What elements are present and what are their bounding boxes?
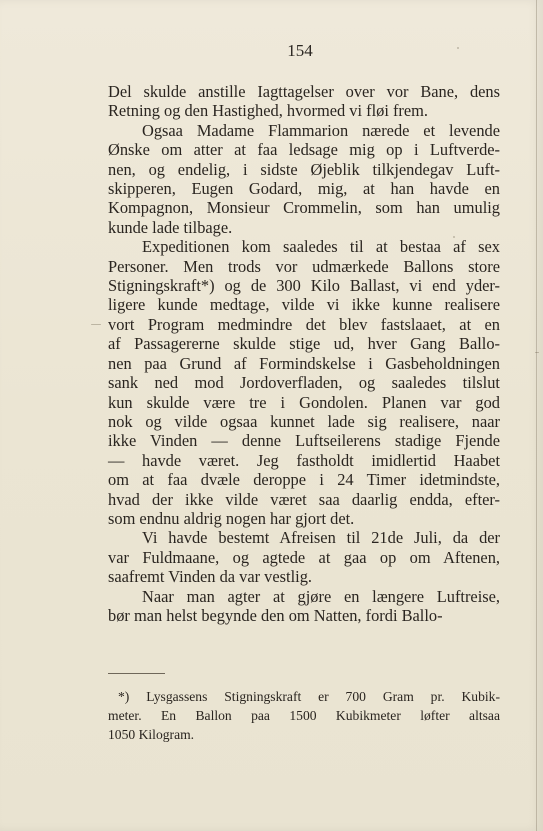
text-line: skipperen, Eugen Godard, mig, at han havde en [108,179,500,199]
text-line: kun skulde være tre i Gondolen. Planen var god [108,392,500,412]
text-line: nen paa Grund af Formindskelse i Gasbeholdningen [108,353,500,373]
text-line: hvad der ikke vilde været saa daarlig endda, efter- [108,489,500,509]
page-number: 154 [287,41,313,60]
text-line: ikke Vinden — denne Luftseilerens stadige Fjende [108,431,500,451]
text-line: om at faa dvæle deroppe i 24 Timer idetmindste, [108,470,500,490]
paragraph [108,587,500,626]
footnote-line: 1050 Kilogram. [108,727,195,742]
text-line: som endnu aldrig nogen har gjort det. [108,508,355,528]
text-line: kunde lade tilbage. [108,217,233,237]
text-line: Ogsaa Madame Flammarion nærede et levende [142,120,500,140]
text-line: Personer. Men trods vor udmærkede Ballons store [108,256,500,276]
paragraph [108,237,500,528]
page-edge [536,0,537,831]
paper-mark [535,352,539,353]
body-text [108,82,500,625]
text-line: ligere kunde medtage, vilde vi ikke kunne realisere [108,295,500,315]
footnote [108,687,500,744]
text-line: bør man helst begynde den om Natten, fordi Ballo- [108,605,443,625]
footnote-divider [108,673,165,674]
text-line: — havde været. Jeg fastholdt imidlertid Haabet [108,450,500,470]
text-line: var Fuldmaane, og agtede at gaa op om Aftenen, [108,547,500,567]
text-line: nok og vilde ogsaa kunnet lade sig realisere, naar [108,411,500,431]
paper-speck [453,236,455,238]
text-line: Stigningskraft*) og de 300 Kilo Ballast, vi end yder- [108,276,500,296]
text-line: Kompagnon, Monsieur Crommelin, som han umulig [108,198,500,218]
text-line: nen, og endelig, i sidste Øjeblik tilkjendegav Luft- [108,159,500,179]
text-line: saafremt Vinden da var vestlig. [108,567,312,587]
text-line: Del skulde anstille Iagttagelser over vor Bane, dens [108,82,500,101]
paragraph [108,82,500,121]
paper-speck [457,47,459,49]
footnote-line: meter. En Ballon paa 1500 Kubikmeter løfter altsaa [108,708,500,723]
text-line: af Passagererne skulde stige ud, hver Gang Ballo- [108,334,500,354]
paper-mark [91,324,101,325]
paragraph [108,528,500,586]
text-line: Ønske om atter at faa ledsage mig op i Luftverde- [108,140,500,160]
footnote-line: *) Lysgassens Stigningskraft er 700 Gram pr. Kubik- [118,689,500,704]
text-line: vort Program medmindre det blev fastslaaet, at en [108,314,500,334]
text-line: Naar man agter at gjøre en længere Luftreise, [142,586,500,606]
text-line: sank ned mod Jordoverfladen, og saaledes tilslut [108,373,500,393]
text-line: Retning og den Hastighed, hvormed vi fløi frem. [108,101,429,121]
text-line: Vi havde bestemt Afreisen til 21de Juli, da der [142,528,500,548]
text-line: Expeditionen kom saaledes til at bestaa af sex [142,237,500,257]
paragraph [108,121,500,237]
